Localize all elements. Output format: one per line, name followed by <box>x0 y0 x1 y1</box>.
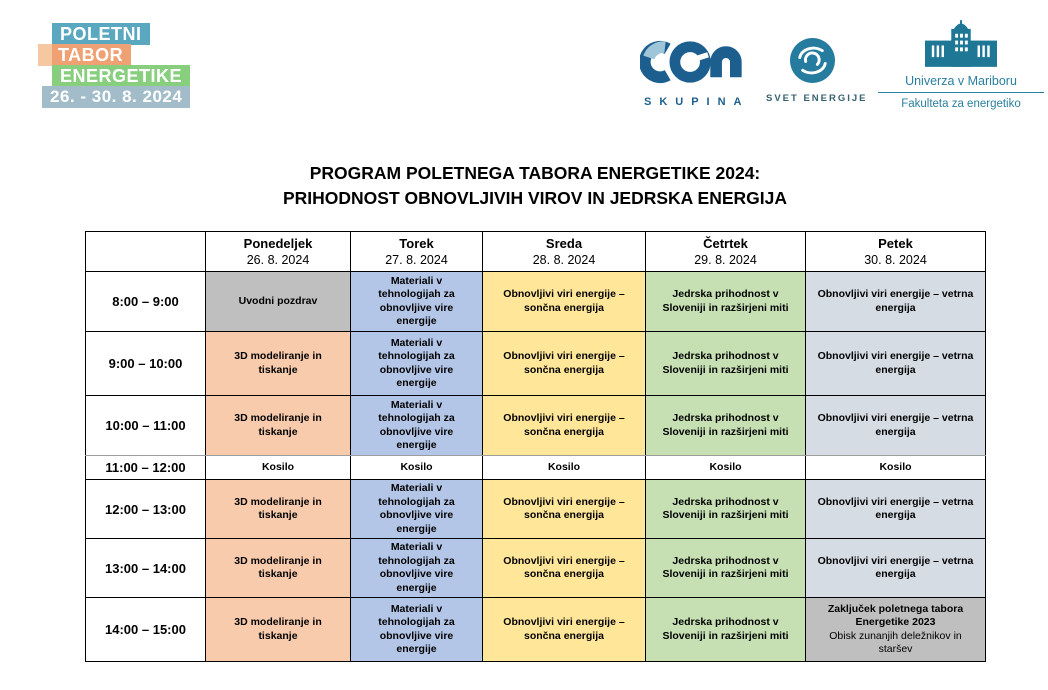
schedule-cell <box>483 456 646 480</box>
svet-energije-icon <box>790 70 835 87</box>
schedule-cell <box>646 539 806 598</box>
schedule-cell-text: Obnovljivi viri energije – sončna energija <box>503 288 625 314</box>
schedule-cell-text: Kosilo <box>261 460 295 473</box>
schedule-cell-text: Obnovljivi viri energije – sončna energija <box>503 350 625 376</box>
time-slot: 13:00 – 14:00 <box>86 539 206 598</box>
um-building-icon <box>925 54 997 71</box>
schedule-cell <box>806 480 986 539</box>
schedule-cell <box>206 396 351 456</box>
schedule-cell <box>351 396 483 456</box>
schedule-cell-text: Materiali v tehnologijah za obnovljive vire energije <box>378 274 455 327</box>
schedule-cell-text: Obnovljivi viri energije – vetrna energija <box>817 288 974 314</box>
schedule-cell <box>351 456 483 480</box>
schedule-row <box>86 456 986 480</box>
camp-logo-dates: 26. - 30. 8. 2024 <box>42 86 190 108</box>
schedule-row <box>86 332 986 396</box>
day-date: 27. 8. 2024 <box>385 252 448 267</box>
schedule-cell <box>351 332 483 396</box>
day-date: 26. 8. 2024 <box>246 252 310 267</box>
schedule-cell <box>646 456 806 480</box>
schedule-cell-text: Jedrska prihodnost v Sloveniji in razširjeni miti <box>662 350 789 376</box>
day-name: Petek <box>878 235 913 251</box>
schedule-cell <box>351 598 483 662</box>
svet-energije-logo <box>766 38 868 104</box>
schedule-cell-text: Obnovljivi viri energije – sončna energija <box>503 495 625 521</box>
schedule-cell-text: Kosilo <box>879 460 912 473</box>
time-slot: 8:00 – 9:00 <box>86 272 206 332</box>
schedule-cell-text: Jedrska prihodnost v Sloveniji in razširjeni miti <box>662 554 789 580</box>
schedule-cell <box>206 480 351 539</box>
day-header <box>351 232 483 272</box>
schedule-table <box>85 231 986 662</box>
schedule-cell <box>483 332 646 396</box>
schedule-cell-text: Obnovljivi viri energije – vetrna energija <box>817 350 974 376</box>
schedule-cell-text: Materiali v tehnologijah za obnovljive vire energije <box>378 482 455 535</box>
schedule-cell <box>806 539 986 598</box>
schedule-row <box>86 272 986 332</box>
time-slot: 10:00 – 11:00 <box>86 396 206 456</box>
schedule-cell-text: Obnovljivi viri energije – vetrna energija <box>817 412 974 438</box>
svet-energije-label: SVET ENERGIJE <box>766 93 868 104</box>
program-title-line1: PROGRAM POLETNEGA TABORA ENERGETIKE 2024: <box>309 163 761 183</box>
schedule-cell-text: 3D modeliranje in tiskanje <box>234 350 322 376</box>
day-name: Sreda <box>545 235 583 251</box>
day-date: 29. 8. 2024 <box>694 252 757 267</box>
schedule-cell <box>483 539 646 598</box>
schedule-row <box>86 396 986 456</box>
um-faculty: Fakulteta za energetiko <box>901 98 1021 110</box>
schedule-cell <box>206 272 351 332</box>
schedule-cell <box>806 456 986 480</box>
day-name: Torek <box>399 235 434 251</box>
day-header <box>206 232 351 272</box>
time-slot: 9:00 – 10:00 <box>86 332 206 396</box>
camp-logo-line-energetike: ENERGETIKE <box>52 65 190 87</box>
corner-cell <box>86 232 206 272</box>
um-name: Univerza v Mariboru <box>905 74 1017 88</box>
schedule-row <box>86 480 986 539</box>
camp-logo <box>38 24 190 108</box>
schedule-cell <box>206 539 351 598</box>
schedule-cell-text: Obnovljivi viri energije – vetrna energija <box>817 495 974 521</box>
camp-logo-line-poletni: POLETNI <box>52 23 150 45</box>
schedule-cell <box>806 332 986 396</box>
schedule-cell-text: Obnovljivi viri energije – sončna energija <box>503 412 625 438</box>
schedule-cell <box>806 598 986 662</box>
day-header <box>806 232 986 272</box>
schedule-row <box>86 539 986 598</box>
gen-skupina-label: SKUPINA <box>644 96 750 108</box>
time-slot: 14:00 – 15:00 <box>86 598 206 662</box>
schedule-cell <box>206 598 351 662</box>
schedule-cell <box>483 598 646 662</box>
schedule-cell <box>806 272 986 332</box>
time-slot: 11:00 – 12:00 <box>86 456 206 480</box>
schedule-cell-text: Materiali v tehnologijah za obnovljive vire energije <box>378 602 455 655</box>
schedule-cell <box>646 598 806 662</box>
gen-skupina-logo <box>636 36 750 108</box>
schedule-cell-text: Jedrska prihodnost v Sloveniji in razširjeni miti <box>662 495 789 521</box>
schedule-cell <box>351 480 483 539</box>
header-row <box>86 232 986 272</box>
camp-logo-line-tabor: TABOR <box>38 44 131 66</box>
program-title-line2: PRIHODNOST OBNOVLJIVIH VIROV IN JEDRSKA ENERGIJA <box>282 188 787 208</box>
program-title <box>85 161 985 211</box>
schedule-body <box>86 272 986 662</box>
schedule-cell-text: Obnovljivi viri energije – vetrna energija <box>817 554 974 580</box>
schedule-cell-text: Materiali v tehnologijah za obnovljive vire energije <box>378 541 455 594</box>
schedule-cell <box>806 396 986 456</box>
schedule-cell-subtext: Obisk zunanjih deležnikov in staršev <box>829 629 962 655</box>
schedule-cell <box>351 539 483 598</box>
day-date: 30. 8. 2024 <box>864 252 927 267</box>
schedule-row <box>86 598 986 662</box>
schedule-cell <box>646 480 806 539</box>
schedule-cell <box>483 480 646 539</box>
schedule-cell <box>646 396 806 456</box>
schedule-cell-text: Jedrska prihodnost v Sloveniji in razširjeni miti <box>662 616 789 642</box>
schedule-cell-text: Materiali v tehnologijah za obnovljive vire energije <box>378 336 455 389</box>
schedule-cell-text: Obnovljivi viri energije – sončna energija <box>503 616 625 642</box>
schedule-cell-text: Obnovljivi viri energije – sončna energija <box>503 554 625 580</box>
day-name: Ponedeljek <box>243 235 313 251</box>
schedule-cell <box>351 272 483 332</box>
schedule-cell-text: 3D modeliranje in tiskanje <box>234 495 322 521</box>
schedule-cell-text: Kosilo <box>547 460 581 473</box>
um-logo <box>878 20 1044 110</box>
schedule-header <box>86 232 986 272</box>
um-divider <box>878 92 1044 93</box>
schedule-cell <box>483 272 646 332</box>
schedule-cell-text: Uvodni pozdrav <box>238 294 318 307</box>
schedule-cell <box>206 456 351 480</box>
schedule-cell <box>646 272 806 332</box>
schedule-cell-text: 3D modeliranje in tiskanje <box>234 616 322 642</box>
time-slot: 12:00 – 13:00 <box>86 480 206 539</box>
schedule-cell-text: Zaključek poletnega tabora Energetike 2023 <box>827 602 964 628</box>
schedule-cell-text: Kosilo <box>400 460 433 473</box>
schedule-cell-text: Jedrska prihodnost v Sloveniji in razširjeni miti <box>662 412 789 438</box>
schedule-cell <box>483 396 646 456</box>
schedule-cell-text: 3D modeliranje in tiskanje <box>234 554 322 580</box>
day-header <box>646 232 806 272</box>
day-header <box>483 232 646 272</box>
schedule-cell-text: Materiali v tehnologijah za obnovljive vire energije <box>378 398 455 451</box>
schedule-cell-text: Jedrska prihodnost v Sloveniji in razširjeni miti <box>662 288 789 314</box>
day-name: Četrtek <box>703 235 748 251</box>
gen-logo-icon <box>640 75 742 92</box>
schedule-cell-text: Kosilo <box>709 460 742 473</box>
schedule-cell <box>646 332 806 396</box>
schedule-cell <box>206 332 351 396</box>
schedule-cell-text: 3D modeliranje in tiskanje <box>234 412 322 438</box>
day-date: 28. 8. 2024 <box>532 252 596 267</box>
